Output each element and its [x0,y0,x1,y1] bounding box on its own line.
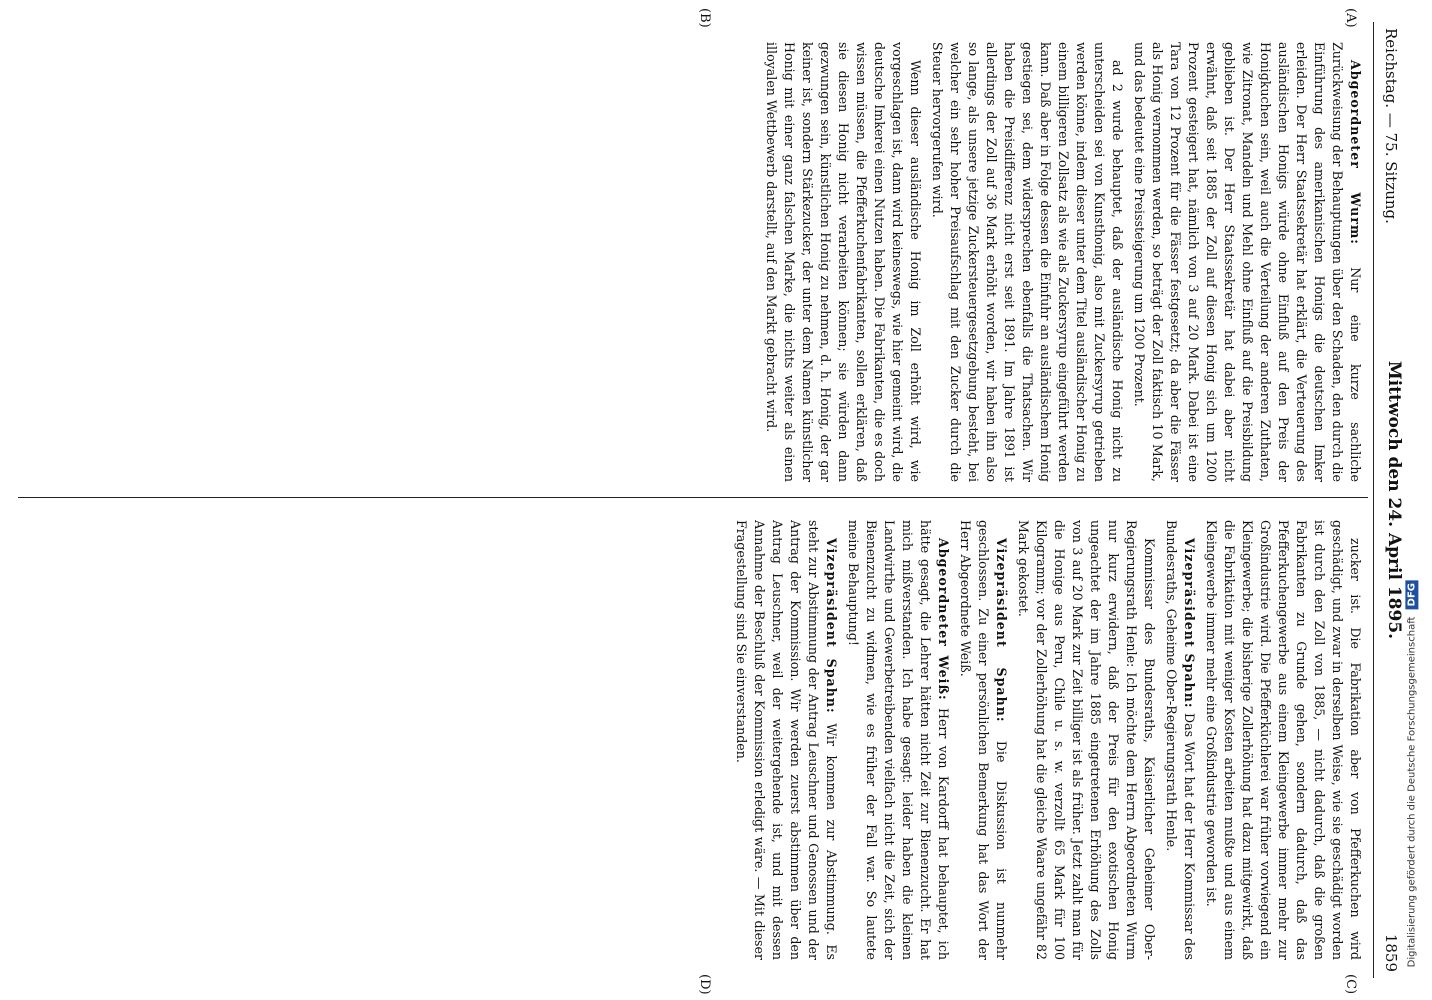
speaker-name: Vizepräsident Spahn: [994,538,1009,723]
credit-text: Digitalisierung gefördert durch die Deutsche Forschungsgemeinschaft [1406,616,1417,968]
paragraph [928,42,1126,482]
margin-marker-c: (C) [1343,974,1358,995]
margin-marker-a: (A) [1343,8,1358,28]
paragraph-text: Das Wort hat der Herr Kommissar des Bundesraths, Geheime Ober-Regierungsrath Henle. [1164,520,1197,960]
header-left: Reichstag. — 75. Sitzung. [1382,28,1400,224]
right-column [24,520,1364,960]
paragraph-text: Kommissar des Bundesraths, Kaiserlicher Geheimer Ober-Regierungsrath Henle: Ich möchte dem Herrn Abgeordneten Wurm nur kurz erwidern, daß der Preis für den exotischen Honig ungeachtet der im Jahre 1885 eingetretenen Erhöhung des Zolls von 3 auf 20 Mark zur Zeit billiger ist als früher. Jetzt zahlt man für die Honige aus Peru, Chile u. s. w. verzollt 65 Mark für 100 Kilogramm; vor der Zollerhöhung hat die gleiche Waare ungefähr 82 Mark gekostet. [1016,520,1157,960]
page-number: 1859 [1382,933,1400,972]
speaker-name: Vizepräsident Spahn: [1182,538,1197,709]
paragraph-text: Wir kommen zur Abstimmung. Es steht zur Abstimmung der Antrag Leuschner und Genossen und der Antrag der Kommission. Wir werden zuerst abstimmen über den Antrag Leuschner, weil der weitergehende ist, und mit dessen Annahme der Beschluß der Kommission erledigt wäre. — Mit dieser Fragestellung sind Sie einverstanden. [734,520,839,960]
digitization-credit [1405,580,1418,967]
speaker-name: Abgeordneter Wurm: [1348,60,1363,245]
paragraph [1130,42,1364,482]
speaker-name: Vizepräsident Spahn: [824,538,839,714]
speaker-name: Abgeordneter Weiß: [936,538,951,701]
paragraph [956,520,1010,960]
paragraph-text: zucker ist. Die Fabrikation aber von Pfefferkuchen wird geschädigt, und zwar in derselben Weise, wie sie geschädigt worden ist durch den Zoll von 1885, — nicht dadurch, daß die großen Fabrikanten zu Grunde gehen, sondern dadurch, daß das Pfefferkuchengewerbe aus einem Kleingewerbe immer mehr zur Großindustrie wird. Die Pfefferküchlerei war früher vorwiegend ein Kleingewerbe; die bisherige Zollerhöhung hat dazu mitgewirkt, daß die Fabrikation mit weniger Kosten arbeiten mußte und aus einem Kleingewerbe immer mehr eine Großindustrie geworden ist. [1204,520,1363,960]
paragraph [762,42,924,482]
header-date: Mittwoch den 24. April 1895. [1384,360,1404,640]
paragraph-text: Die Diskussion ist nunmehr geschlossen. Zu einer persönlichen Bemerkung hat das Wort der Herr Abgeordnete Weiß. [958,520,1009,960]
margin-marker-b: (B) [697,8,712,28]
paragraph-text: Nur eine kurze sachliche Zurückweisung der Behauptungen über den Schaden, den durch die Einführung des amerikanischen Honigs die deutschen Imker erleiden. Der Herr Staatssekretär hat erklärt, die Verteuerung des ausländischen Honigs würde ohne Einfluß auf den Preis der Honigkuchen sein, weil auch die Verteilung der anderen Zuthaten, wie Zitronat, Mandeln und Mehl ohne Einfluß auf die Preisbildung geblieben ist. Der Herr Staatssekretär hat dabei aber nicht erwähnt, daß seit 1885 der Zoll auf diesen Honig sich um 1200 Prozent gesteigert hat, nämlich von 3 auf 20 Mark. Dabei ist eine Tara von 12 Prozent für die Fässer festgesetzt; da aber die Fässer als Honig vernommen werden, so beträgt der Zoll faktisch 10 Mark, und das bedeutet eine Preissteigerung um 1200 Prozent. [1132,42,1363,482]
dfg-logo: DFG [1405,580,1418,609]
left-column [24,42,1364,482]
paragraph-text: Herr von Kardorff hat behauptet, ich hätte gesagt, die Lehrer hätten nicht Zeit zur Bienenzucht. Er hat mich mißverstanden. Ich habe gesagt: leider haben die kleinen Landwirthe und Gewerbetreibenden vielfach nicht die Zeit, sich der Bienenzucht zu widmen, wie es früher der Fall war. So lautete meine Behauptung! [846,520,951,960]
column-divider [18,497,1368,498]
paragraph-text: Wenn dieser ausländische Honig im Zoll erhöht wird, wie vorgeschlagen ist, dann wird keineswegs, wie hier gemeint wird, die deutsche Imkerei einen Nutzen haben. Die Fabrikanten, die es doch wissen müssen, die Pfefferkuchenfabrikanten, sollen erklären, daß sie diesen Honig nicht verarbeiten können; sie würden dann gezwungen sein, künstlichen Honig zu nehmen, d. h. Honig, der gar keiner ist, sondern Stärkezucker, der unter dem Namen künstlicher Honig mit einer ganz falschen Marke, die nichts weiter als einen illoyalen Wettbewerb darstellt, auf den Markt gebracht wird. [764,42,923,482]
paragraph [1162,520,1198,960]
margin-marker-d: (D) [697,974,712,995]
paragraph [1014,520,1158,960]
paragraph-text: ad 2 wurde behauptet, daß der ausländische Honig nicht zu unterscheiden sei von Kunsthonig, also mit Zuckersyrup getrieben werden könne, indem dieser unter dem Titel ausländischer Honig zu einem billigeren Zollsatz als wie als Zuckersyrup eingeführt werden kann. Daß aber in Folge dessen die Einfuhr an ausländischem Honig gestiegen sei, dem widersprechen ebenfalls die Thatsachen. Wir haben die Preisdifferenz nicht erst seit 1891. Im Jahre 1891 ist allerdings der Zoll auf 36 Mark erhöht worden, wir haben ihn also so lange, als unsere jetzige Zuckersteuergesetzgebung besteht, bei welcher ein sehr hoher Preisaufschlag mit den Zucker durch die Steuer hervorgerufen wird. [930,42,1125,482]
paragraph [844,520,952,960]
paragraph [1202,520,1364,960]
paragraph [732,520,840,960]
